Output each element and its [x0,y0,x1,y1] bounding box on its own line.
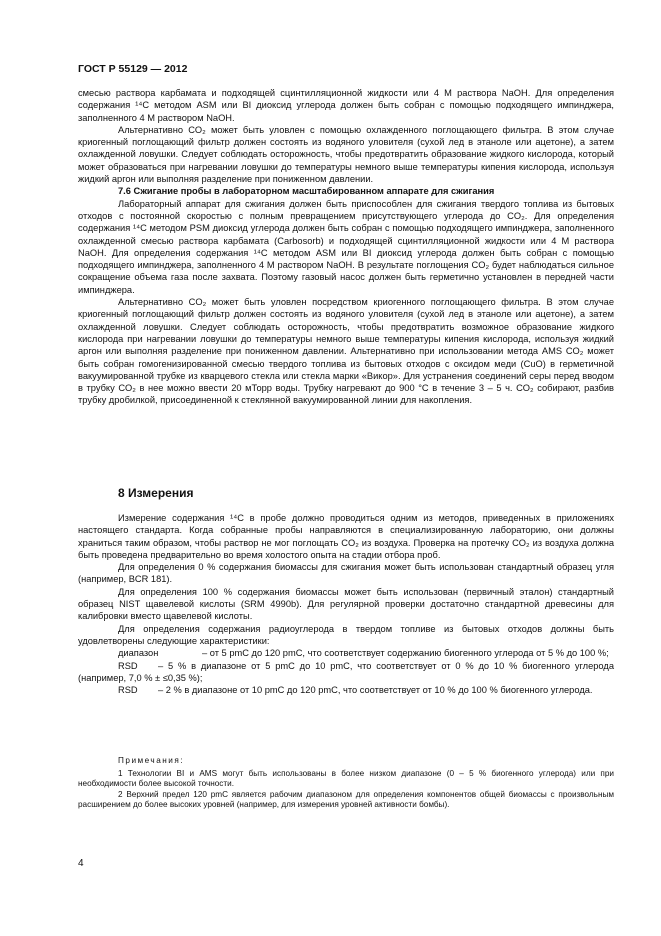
characteristic-range [78,647,614,659]
section-7-text [78,87,614,407]
paragraph: Для определения 0 % содержания биомассы для сжигания может быть использован стандартный образец угля (например, BCR 181). [78,562,614,585]
paragraph: смесью раствора карбамата и подходящей сцинтилляционной жидкости или 4 М раствора NaOH. Для определения содержания ¹⁴C методом ASM или BI диоксид углерода должен быть собран с помощью подходящего импинджера, заполненного 4 М раствором NaOH. [78,88,614,123]
note-item: 1 Технологии BI и AMS могут быть использованы в более низком диапазоне (0 – 5 % биогенного углерода) или при необходимости более высокой точности. [78,768,614,788]
paragraph: Для определения содержания радиоуглерода в твердом топливе из бытовых отходов должны быть удовлетворены следующие характеристики: [78,623,614,646]
characteristic-label: RSD [118,685,138,696]
characteristic-value: – от 5 pmC до 120 pmC, что соответствует содержанию биогенного углерода от 5 % до 100 %; [202,648,609,659]
characteristic-value: – 5 % в диапазоне от 5 pmC до 10 pmC, что соответствует от 0 % до 10 % биогенного углерода (например, 7,0 % ± ≤0,35 %); [78,660,614,683]
paragraph: Альтернативно CO₂ может быть уловлен с помощью охлажденного поглощающего фильтра. В этом случае криогенный поглощающий фильтр должен состоять из водяного уловителя (сухой лед в этаноле или ацетоне), а затем охлажденной ловушки. Следует соблюдать осторожность, чтобы предотвратить образование жидкого кислорода, который может образоваться при нагревании ловушки до температуры немного выше температуры кипения кислорода, используя жидкий аргон или выполняя разделение при пониженном давлении. [78,124,614,185]
characteristic-label: RSD [118,660,138,671]
subsection-heading: 7.6 Сжигание пробы в лабораторном масштабированном аппарате для сжигания [118,186,495,197]
note-item: 2 Верхний предел 120 pmC является рабочим диапазоном для определения компонентов общей биомассы с произвольным расширением до более высоких уровней (например, для измерения уровней активности бомбы). [78,789,614,809]
paragraph: Лабораторный аппарат для сжигания должен быть приспособлен для сжигания твердого топлива из бытовых отходов с постоянной скоростью с полным превращением присутствующего углерода до CO₂. Для определения содержания ¹⁴C методом PSM диоксид углерода должен быть собран с помощью подходящего импинджера, заполненного охлажденной смесью раствора карбамата (Carbosorb) и подходящей сцинтилляционной жидкости или 4 М раствора NaOH. Для определения содержания ¹⁴C методом ASM или BI диоксид углерода должен быть собран с помощью подходящего импинджера, заполненного 4 М раствором NaOH. В результате поглощения CO₂ будет наблюдаться сильное сокращение объема газа после захвата. Поэтому газовый насос должен быть герметично установлен в передней части импинджера. [78,198,614,295]
characteristic-value: – 2 % в диапазоне от 10 pmC до 120 pmC, что соответствует от 10 % до 100 % биогенного углерода. [158,685,593,696]
document-header: ГОСТ Р 55129 — 2012 [78,63,188,75]
characteristic-rsd-high [78,684,614,696]
paragraph: Измерение содержания ¹⁴C в пробе должно проводиться одним из методов, приведенных в приложениях настоящего стандарта. Когда собранные пробы направляются в специализированную лабораторию, они должны храниться таким образом, чтобы раствор не мог поглощать CO₂ из воздуха. Проверка на протечку CO₂ из воздуха должна быть проведена предварительно во время холостого опыта на стадии отбора проб. [78,513,614,560]
notes-block [78,756,614,811]
characteristic-label: диапазон [118,648,159,659]
paragraph: Для определения 100 % содержания биомассы может быть использован (первичный эталон) стандартный образец NIST щавелевой кислоты (SRM 4990b). Для регулярной проверки достаточно стандартной древесины для калибровки вместо щавелевой кислоты. [78,586,614,622]
paragraph: Альтернативно CO₂ может быть уловлен посредством криогенного поглощающего фильтра. В этом случае криогенный поглощающий фильтр должен состоять из водяного уловителя (сухой лед в этаноле или ацетоне), а затем охлажденной ловушки. Следует соблюдать осторожность, чтобы предотвратить возможное образование жидкого кислорода при нагревании ловушки до температуры немного выше температуры кипения кислорода, используя жидкий аргон или выполняя разделение при пониженном давлении. Альтернативно при использовании метода AMS CO₂ может быть собран гомогенизированной смесью твердого топлива из бытовых отходов с оксидом меди (CuO) в герметичной вакуумированной трубке из кварцевого стекла или стекла марки «Викор». Для устранения соединений серы перед вводом в трубку CO₂ в нее можно ввести 20 мТорр воды. Трубку нагревают до 900 °С в течение 3 – 5 ч. CO₂ собирают, разбив трубку дробилкой, присоединенной к стеклянной вакуумированной линии для накопления. [78,297,614,406]
section-heading: 8 Измерения [118,486,194,500]
page-number: 4 [78,858,84,869]
characteristic-rsd-low [78,660,614,685]
notes-title: Примечания: [118,756,185,765]
section-8-text [78,512,614,696]
